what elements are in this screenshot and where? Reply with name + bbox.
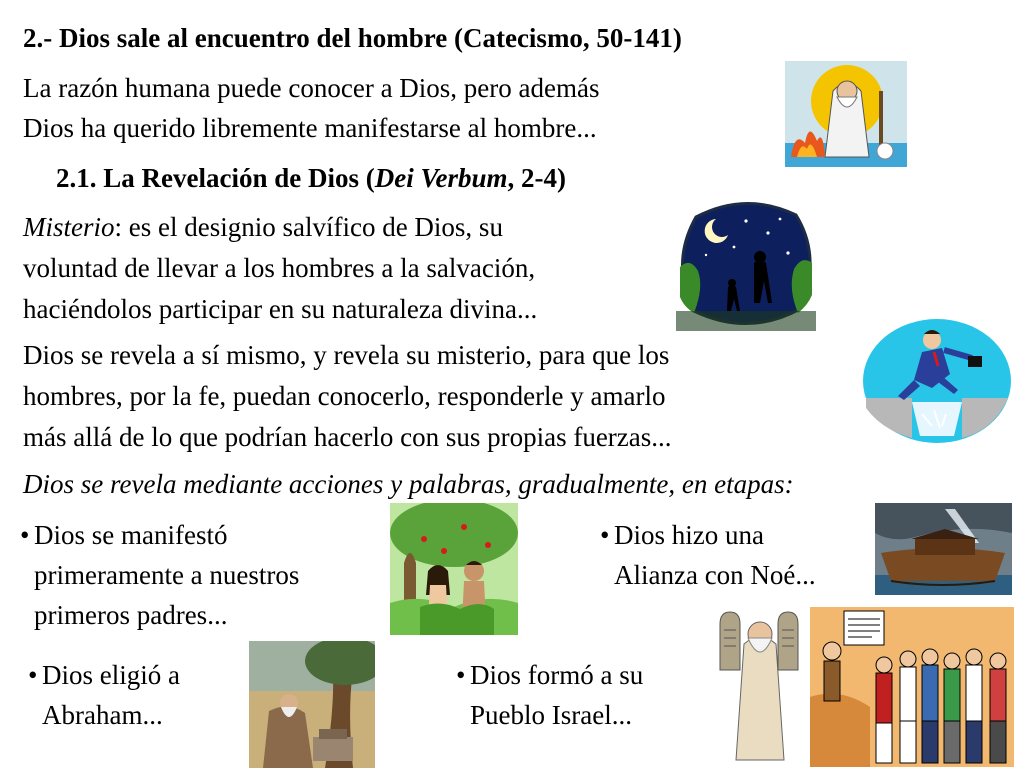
etapas-line: Dios se revela mediante acciones y palabras, gradualmente, en etapas: [23, 469, 794, 499]
bullet-4-line-1: • Dios formó a su [470, 655, 643, 695]
misterio-definition: : es el designio salvífico de Dios, su [114, 212, 503, 242]
section-heading-prefix: 2.1. La Revelación de Dios ( [56, 163, 375, 193]
bullet-1-line-3: primeros padres... [34, 600, 228, 630]
noah-ark-image [875, 503, 1012, 595]
revela-line-2: hombres, por la fe, puedan conocerlo, responderle y amarlo [23, 381, 666, 411]
bullet-3-line-1: • Dios eligió a [42, 655, 180, 695]
bullet-noe [614, 515, 816, 595]
bullet-4-line-2: Pueblo Israel... [470, 700, 632, 730]
misterio-line-3: haciéndolos participar en su naturaleza divina... [23, 294, 538, 324]
section-heading [56, 160, 566, 196]
leap-of-faith-image [862, 318, 1012, 444]
intro-line-2: Dios ha querido libremente manifestarse al hombre... [23, 113, 597, 143]
bullet-3-line-2: Abraham... [42, 700, 163, 730]
people-israel-image [810, 607, 1014, 767]
moses-burning-bush-image [785, 61, 907, 167]
section-heading-italic: Dei Verbum [374, 163, 508, 193]
page-title: 2.- Dios sale al encuentro del hombre (Catecismo, 50-141) [23, 23, 682, 53]
misterio-line-2: voluntad de llevar a los hombres a la salvación, [23, 253, 536, 283]
misterio-term: Misterio [23, 212, 115, 242]
intro-line-1: La razón humana puede conocer a Dios, pero además [23, 73, 600, 103]
night-sky-image [676, 197, 816, 331]
revela-line-1: Dios se revela a sí mismo, y revela su misterio, para que los [23, 340, 670, 370]
section-heading-suffix: , 2-4) [507, 163, 566, 193]
bullet-israel [470, 655, 643, 735]
bullet-1-line-1: • Dios se manifestó [34, 515, 299, 555]
revela-line-3: más allá de lo que podrían hacerlo con sus propias fuerzas... [23, 422, 672, 452]
bullet-2-line-2: Alianza con Noé... [614, 560, 816, 590]
misterio-line-1 [23, 207, 503, 247]
bullet-1-line-2: primeramente a nuestros [34, 560, 300, 590]
bullet-2-line-1: • Dios hizo una [614, 515, 816, 555]
bullet-primeros-padres [34, 515, 299, 635]
abraham-image [249, 641, 375, 768]
adam-eve-image [390, 503, 518, 635]
moses-tablets-image [714, 604, 806, 764]
bullet-abraham [42, 655, 180, 735]
